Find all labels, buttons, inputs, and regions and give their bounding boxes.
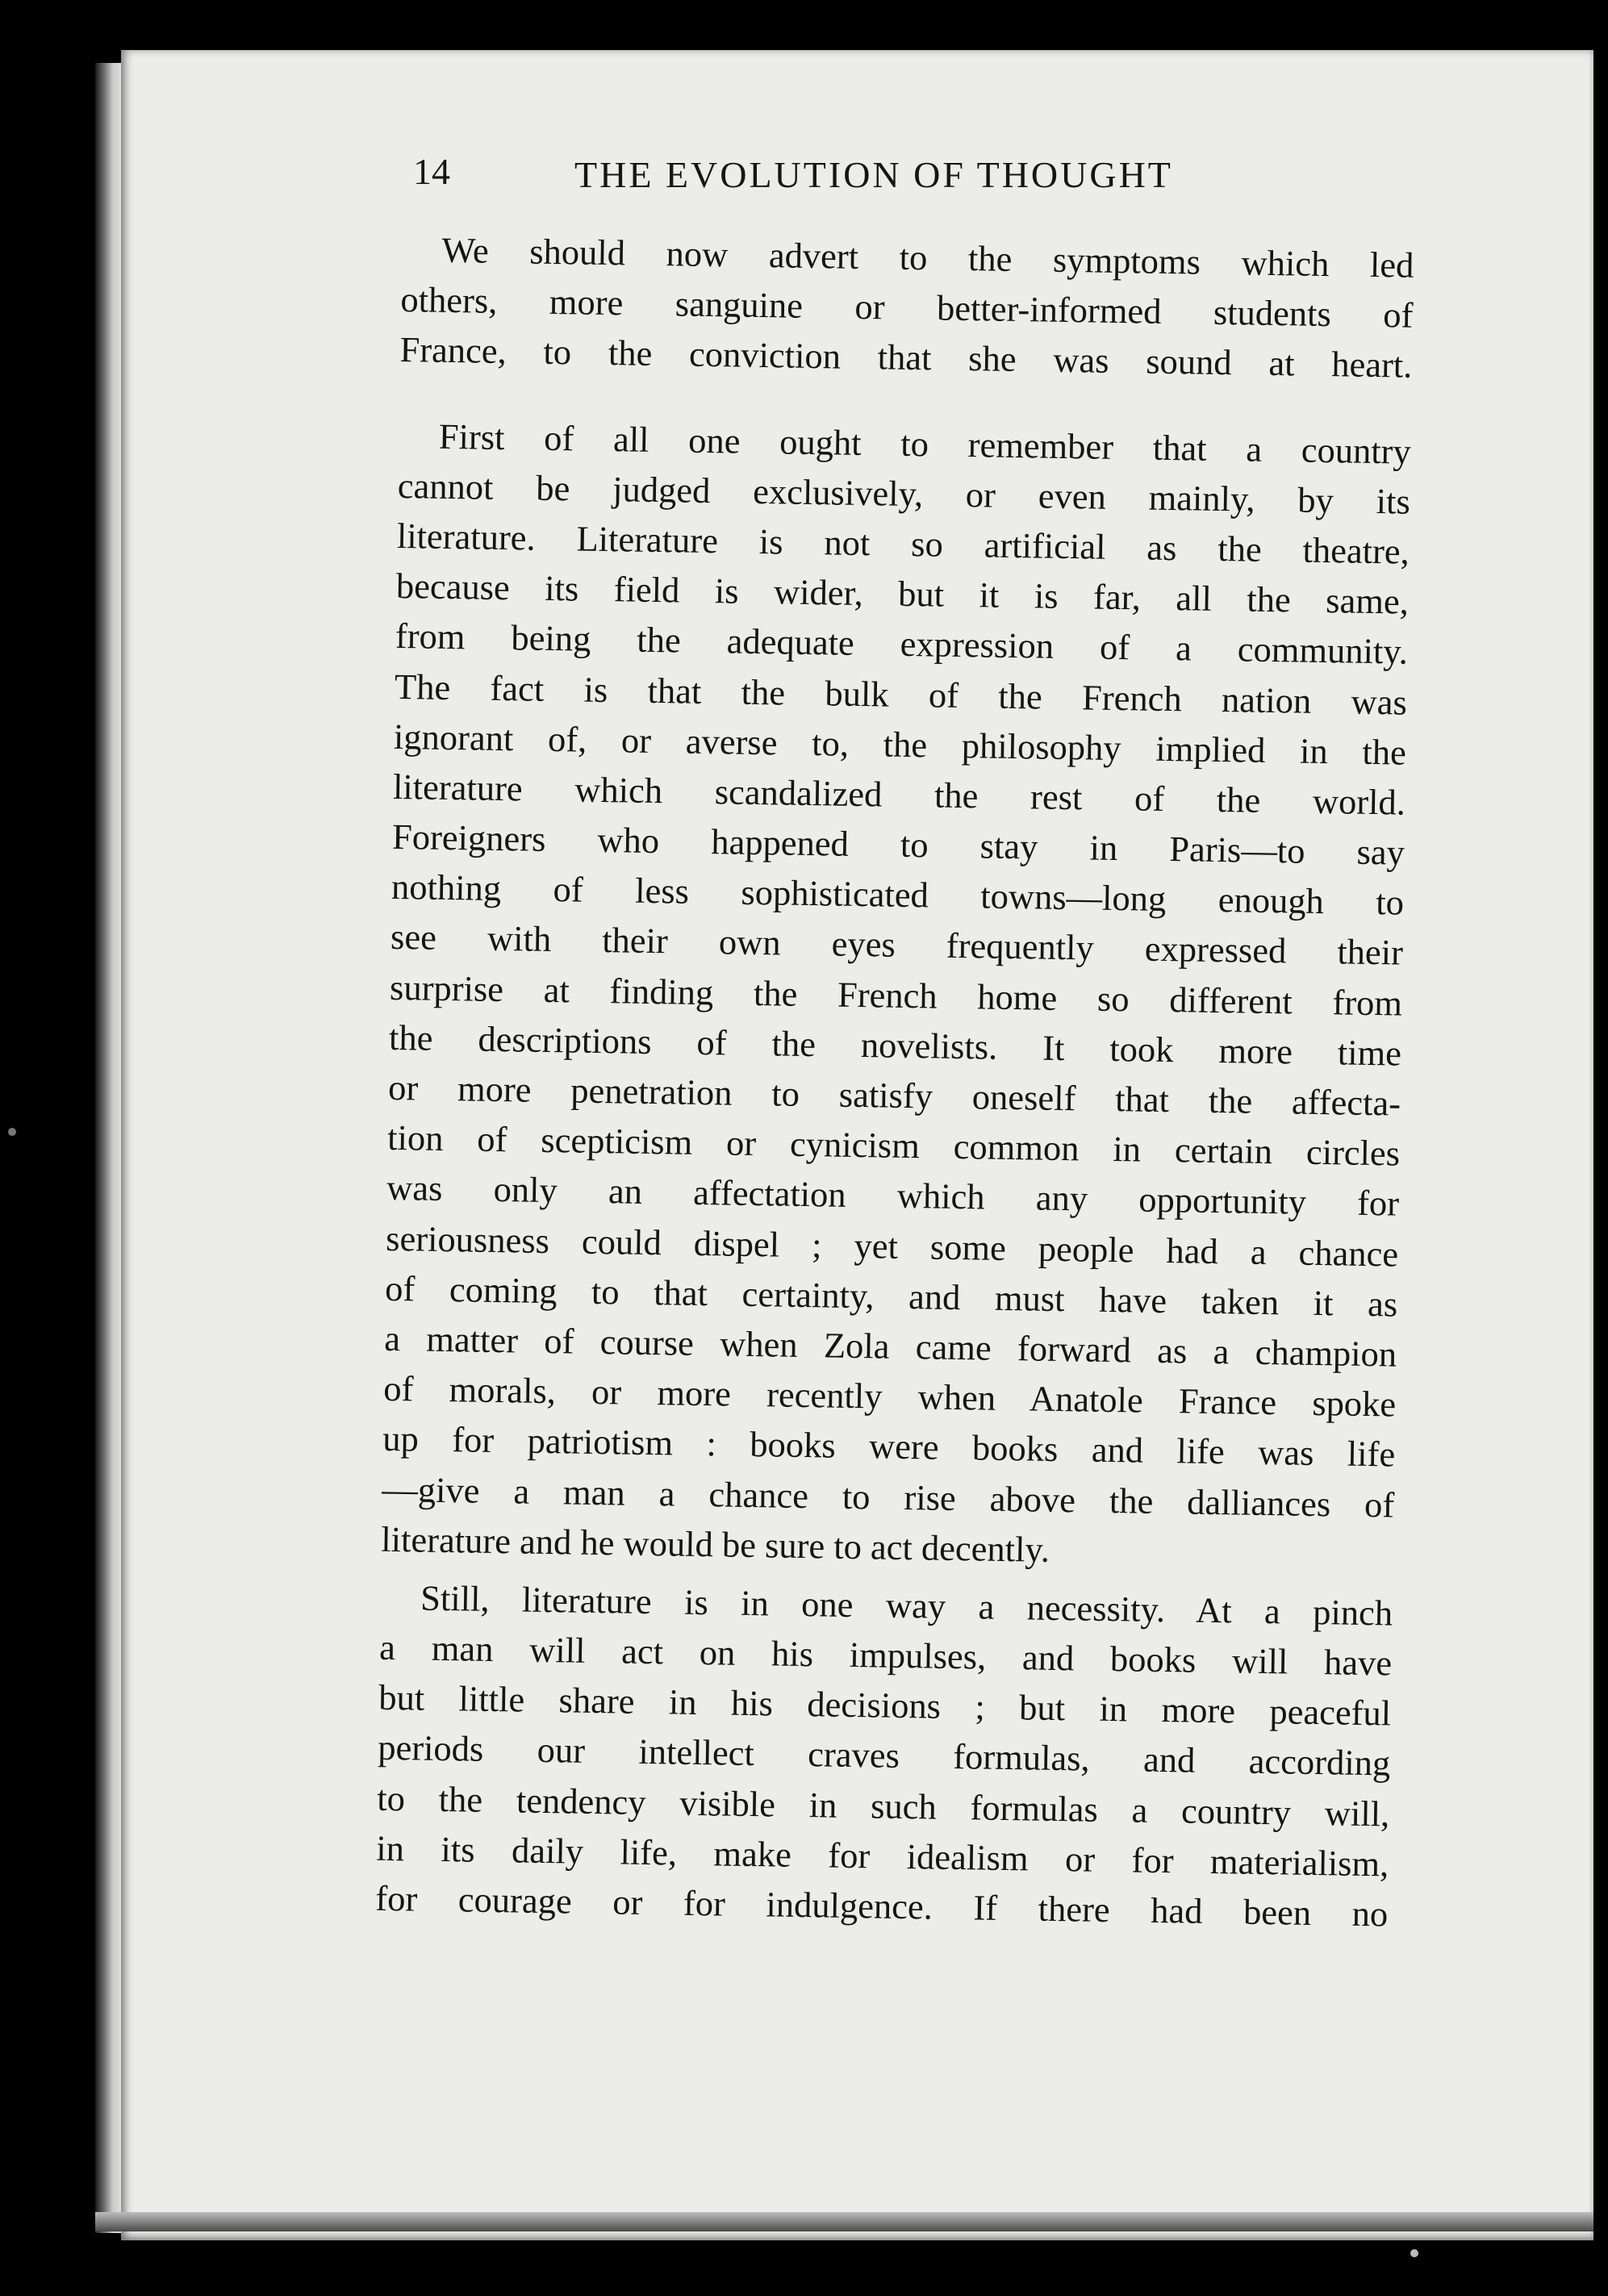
text-line: Still, literature is in one way a necessity. At a pinch xyxy=(420,1577,1393,1634)
text-line: a matter of course when Zola came forward as a champion xyxy=(383,1317,1397,1375)
body-text xyxy=(375,224,1414,1939)
scan-speck xyxy=(1410,2249,1418,2257)
text-line: see with their own eyes frequently expressed their xyxy=(390,916,1404,974)
text-line: France, to the conviction that she was sound at heart. xyxy=(399,329,1413,386)
text-line: First of all one ought to remember that a country xyxy=(438,415,1412,472)
text-line: others, more sanguine or better-informed students of xyxy=(400,279,1414,336)
page-header xyxy=(413,144,1284,208)
text-line: of coming to that certainty, and must have taken it as xyxy=(384,1267,1398,1325)
text-line: We should now advert to the symptoms which led xyxy=(441,229,1414,286)
text-line: because its field is wider, but it is far, all the same, xyxy=(395,566,1410,622)
scan-speck xyxy=(8,1128,16,1136)
text-line: the descriptions of the novelists. It took more time xyxy=(388,1017,1402,1074)
text-line: cannot be judged exclusively, or even mainly, by its xyxy=(397,465,1411,522)
text-line: —give a man a chance to rise above the dalliances of xyxy=(381,1468,1395,1526)
text-line: The fact is that the bulk of the French nation was xyxy=(394,666,1408,723)
book-spine-edge xyxy=(95,63,124,2233)
text-line: periods our intellect craves formulas, and according xyxy=(377,1727,1391,1784)
text-line: literature which scandalized the rest of the world. xyxy=(392,766,1406,823)
text-line: of morals, or more recently when Anatole France spoke xyxy=(382,1367,1397,1425)
paragraph-2 xyxy=(381,411,1411,1580)
text-line: in its daily life, make for idealism or for materialism, xyxy=(375,1827,1389,1885)
text-line: to the tendency visible in such formulas a country will, xyxy=(376,1777,1390,1835)
text-line: ignorant of, or averse to, the philosophy implied in the xyxy=(393,716,1407,773)
running-title: THE EVOLUTION OF THOUGHT xyxy=(574,154,1173,195)
paragraph-3 xyxy=(375,1572,1393,1939)
text-line: nothing of less sophisticated towns—long enough to xyxy=(391,866,1405,923)
text-line: literature and he would be sure to act decently. xyxy=(381,1518,1050,1570)
text-line: from being the adequate expression of a community. xyxy=(395,616,1409,672)
page-number: 14 xyxy=(413,151,450,192)
text-line: was only an affectation which any opportunity for xyxy=(386,1167,1400,1224)
text-line: Foreigners who happened to stay in Paris—to say xyxy=(391,816,1405,873)
text-line: seriousness could dispel ; yet some people had a chance xyxy=(385,1217,1399,1275)
paragraph-1 xyxy=(399,224,1414,390)
text-line: for courage or for indulgence. If there had been no xyxy=(375,1877,1389,1935)
text-line: up for patriotism : books were books and life was life xyxy=(382,1418,1396,1475)
text-line: surprise at finding the French home so different from xyxy=(389,966,1403,1024)
text-line: literature. Literature is not so artificial as the theatre, xyxy=(396,515,1410,572)
text-line: tion of scepticism or cynicism common in certain circles xyxy=(386,1117,1401,1174)
text-line: or more penetration to satisfy oneself that the affecta- xyxy=(387,1067,1401,1124)
page-bottom-edge xyxy=(95,2212,1593,2231)
text-line: but little share in his decisions ; but in more peaceful xyxy=(378,1677,1392,1734)
text-line: a man will act on his impulses, and books will have xyxy=(378,1626,1393,1684)
